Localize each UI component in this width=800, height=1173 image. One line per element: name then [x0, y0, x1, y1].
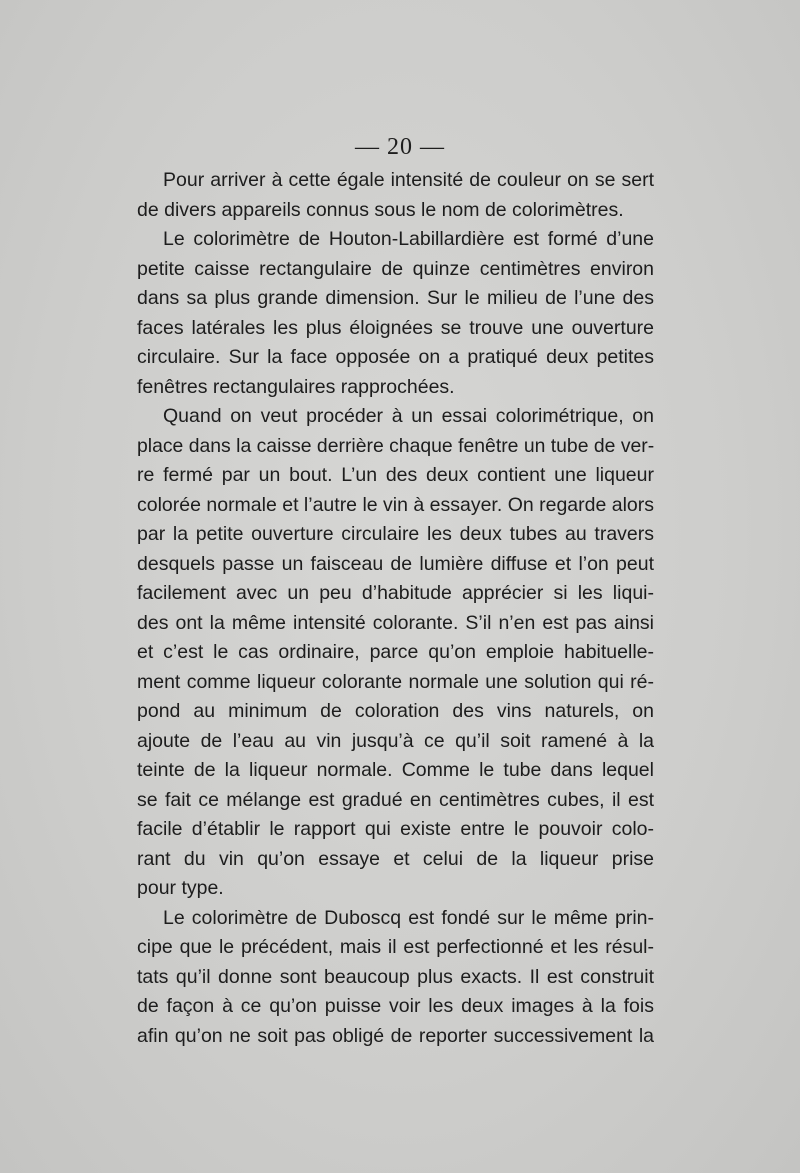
text-line: Pour arriver à cette égale intensité de couleur on se sert — [163, 169, 654, 191]
text-line: facile d’établir le rapport qui existe entre le pouvoir colo- — [137, 818, 654, 840]
text-line: circulaire. Sur la face opposée on a pratiqué deux petites — [137, 346, 654, 368]
text-line: dans sa plus grande dimension. Sur le milieu de l’une des — [137, 287, 654, 309]
text-line: colorée normale et l’autre le vin à essayer. On regarde alors — [137, 493, 655, 516]
text-line: Quand on veut procéder à un essai colorimétrique, on — [163, 405, 654, 427]
text-line: par la petite ouverture circulaire les deux tubes au travers — [137, 523, 654, 545]
text-line: ment comme liqueur colorante normale une solution qui ré- — [137, 670, 654, 693]
text-line: pond au minimum de coloration des vins naturels, on — [137, 700, 654, 722]
text-line: de divers appareils connus sous le nom de colorimètres. — [137, 198, 624, 221]
text-line: desquels passe un faisceau de lumière diffuse et l’on peut — [137, 552, 654, 575]
text-line: des ont la même intensité colorante. S’il n’en est pas ainsi — [137, 611, 654, 634]
page-number: — 20 — — [355, 134, 445, 160]
text-line: de façon à ce qu’on puisse voir les deux images à la fois — [137, 995, 654, 1017]
text-line: tats qu’il donne sont beaucoup plus exacts. Il est construit — [137, 965, 654, 988]
text-line: faces latérales les plus éloignées se trouve une ouverture — [137, 316, 654, 339]
text-line: afin qu’on ne soit pas obligé de reporter successivement la — [137, 1024, 654, 1047]
text-line: re fermé par un bout. L’un des deux contient une liqueur — [137, 464, 654, 486]
text-line: se fait ce mélange est gradué en centimètres cubes, il est — [137, 788, 654, 811]
text-line: petite caisse rectangulaire de quinze centimètres environ — [137, 257, 654, 280]
text-line: teinte de la liqueur normale. Comme le tube dans lequel — [137, 759, 654, 781]
text-line: ajoute de l’eau au vin jusqu’à ce qu’il soit ramené à la — [137, 729, 654, 752]
text-line: Le colorimètre de Houton-Labillardière est formé d’une — [163, 228, 654, 250]
text-line: facilement avec un peu d’habitude apprécier si les liqui- — [137, 582, 654, 604]
text-line: pour type. — [137, 877, 224, 899]
text-line: rant du vin qu’on essaye et celui de la liqueur prise — [137, 847, 654, 870]
text-line: fenêtres rectangulaires rapprochées. — [137, 375, 455, 398]
text-line: et c’est le cas ordinaire, parce qu’on emploie habituelle- — [137, 641, 654, 663]
text-line: cipe que le précédent, mais il est perfectionné et les résul- — [137, 936, 654, 958]
body-text — [137, 166, 654, 1051]
text-line: Le colorimètre de Duboscq est fondé sur le même prin- — [163, 906, 654, 929]
text-line: place dans la caisse derrière chaque fenêtre un tube de ver- — [137, 434, 655, 457]
